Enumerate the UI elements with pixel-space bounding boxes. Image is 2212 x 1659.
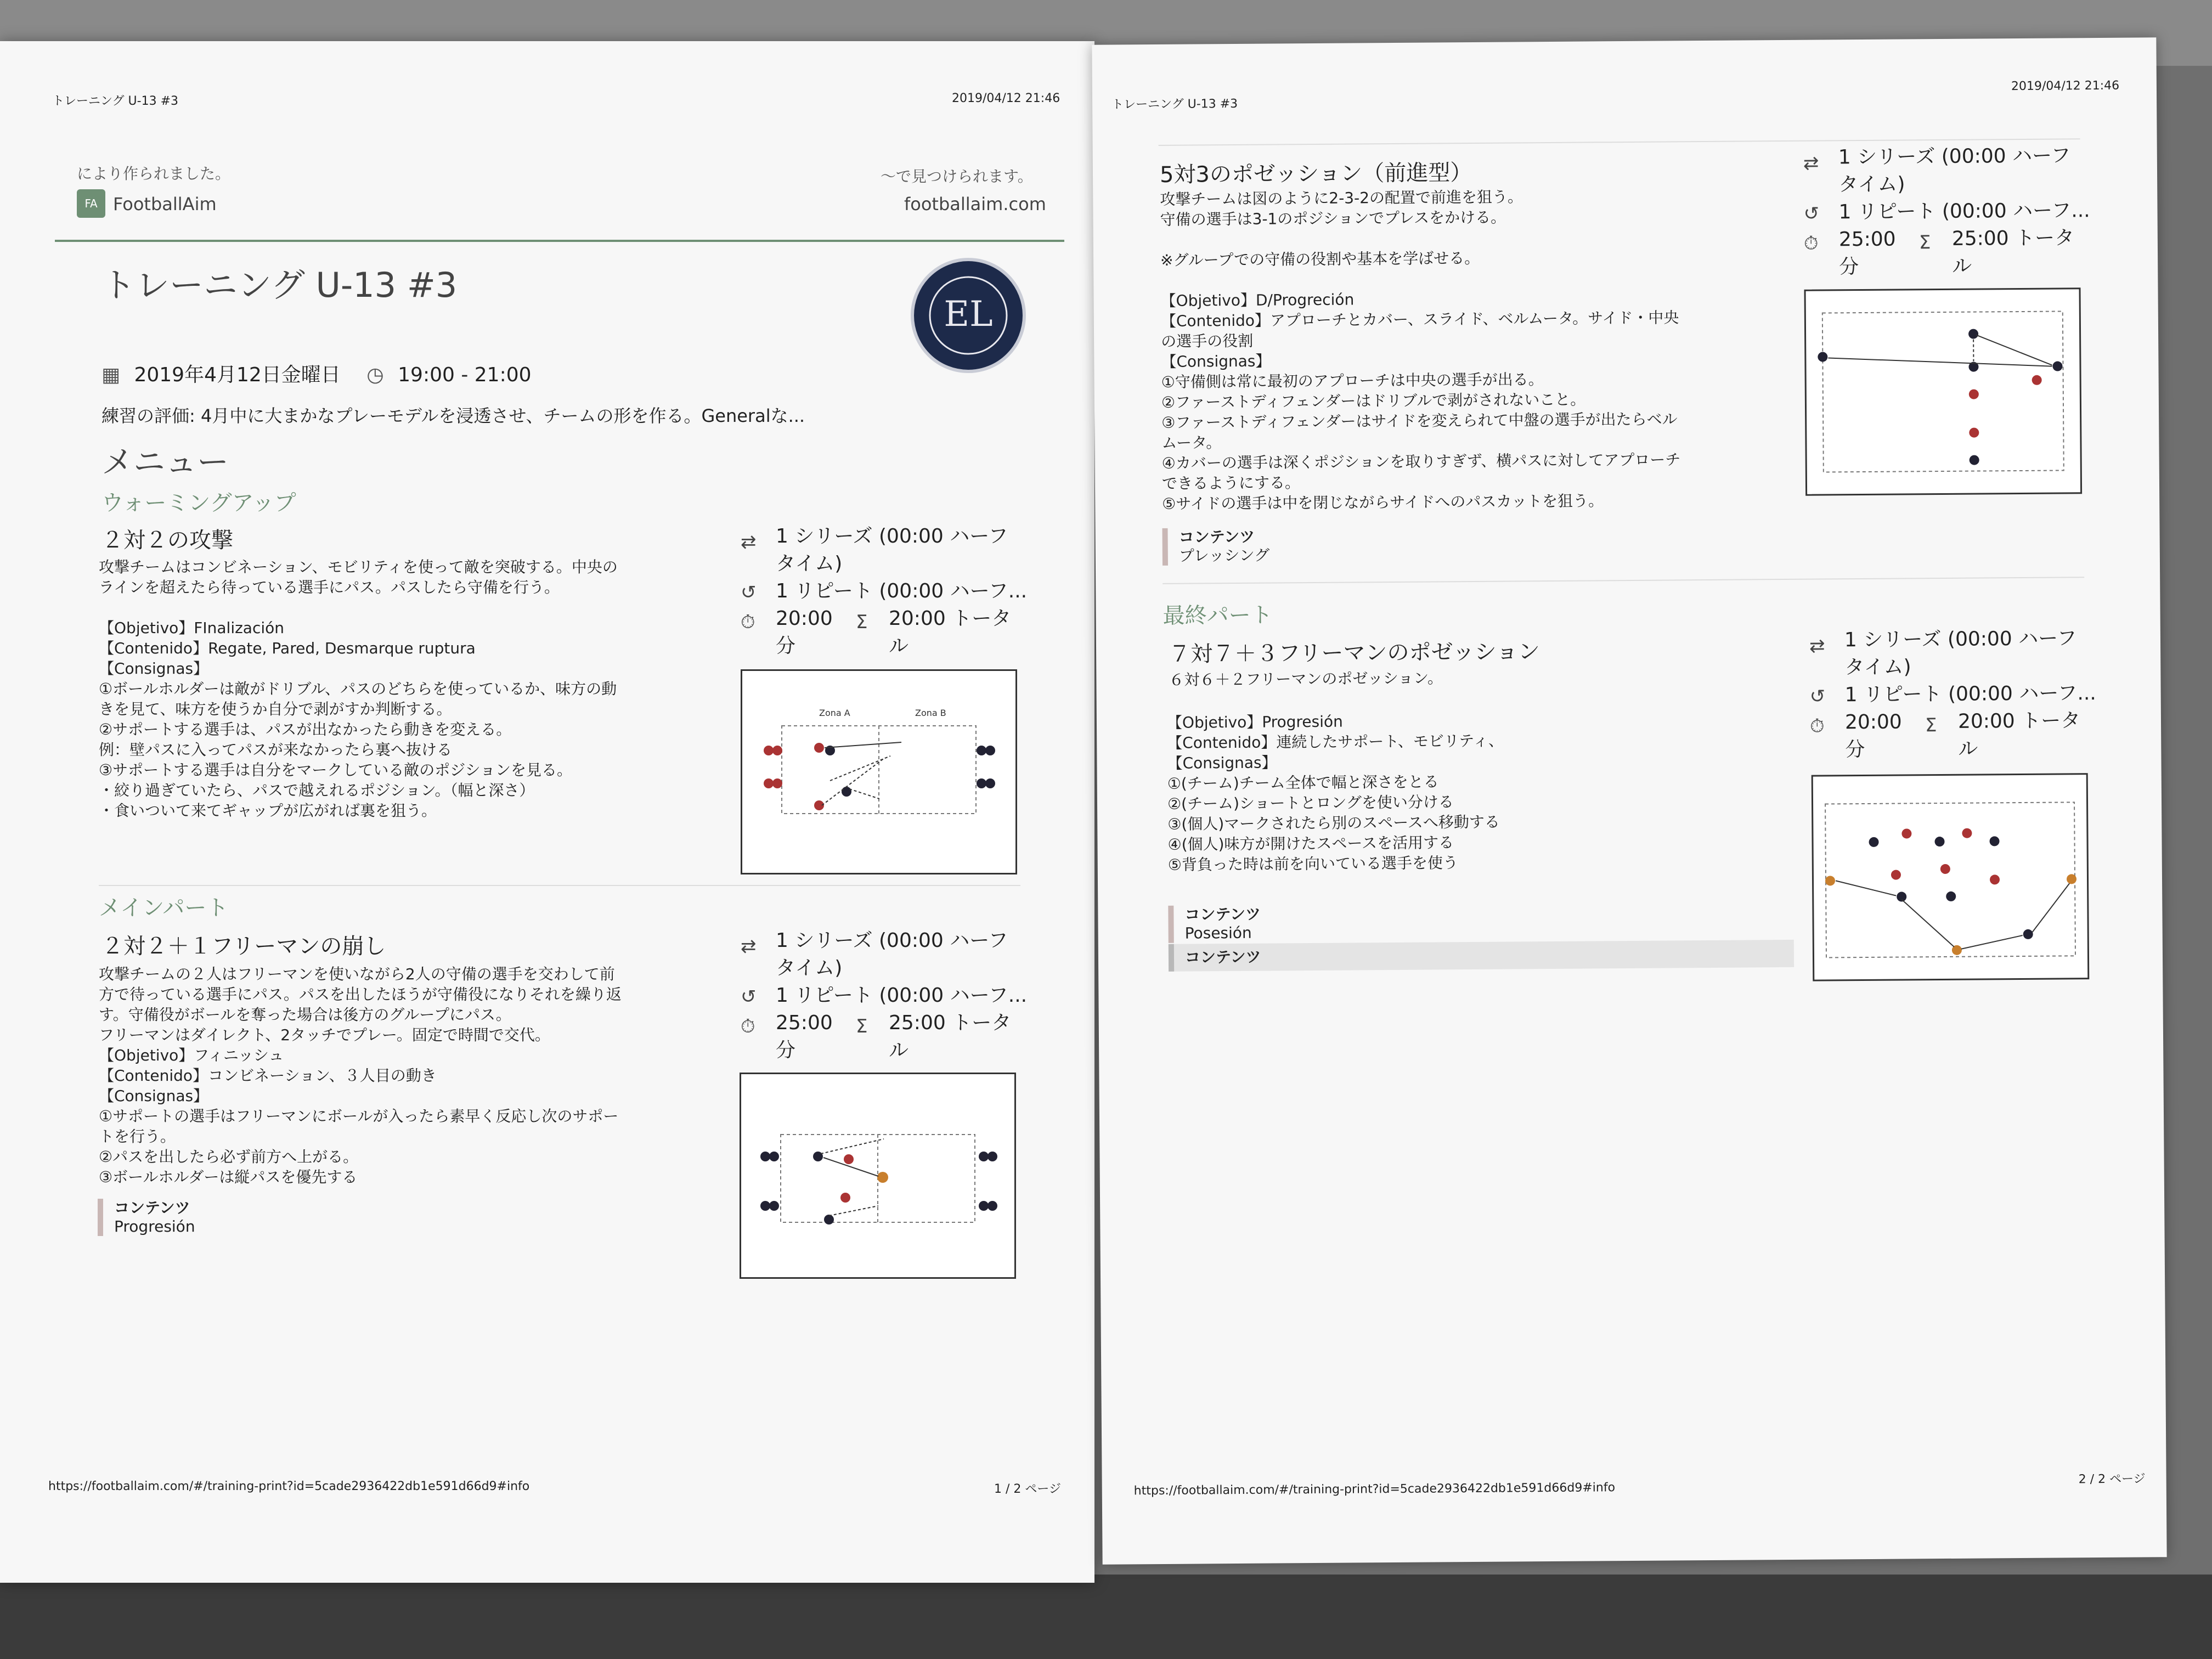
- footer-page-number: 2 / 2 ページ: [2078, 1472, 2146, 1487]
- drill-contents-3: [1163, 528, 1270, 566]
- drill-subtitle-4: ６対６＋２フリーマンのポゼッション。: [1169, 669, 1443, 689]
- timer-icon: ⏱: [1803, 232, 1819, 255]
- background-bottom: [0, 1575, 2212, 1659]
- club-crest-logo: [911, 258, 1026, 373]
- footballaim-logo-icon: FA: [77, 189, 105, 218]
- sigma-icon: Σ: [856, 611, 868, 633]
- drill-meta-1: [741, 523, 1026, 665]
- rotate-icon: ↺: [741, 582, 757, 603]
- page-header-datetime: 2019/04/12 21:46: [952, 92, 1060, 105]
- drill-total-1: 20:00 トータ ル: [889, 607, 1012, 657]
- contents-value: プレッシング: [1178, 546, 1270, 565]
- drill-contents-4: [1168, 901, 1799, 943]
- found-at-label: ～で見つけられます。: [881, 167, 1033, 185]
- drill-title-1: ２対２の攻撃: [101, 528, 233, 553]
- drill-repeat-1: 1 リピート (00:00 ハーフ...: [776, 580, 1028, 602]
- sigma-icon: Σ: [856, 1015, 868, 1037]
- contents-value: Posesión: [1184, 923, 1252, 943]
- drill-total-3: 25:00 トータ ル: [1951, 227, 2075, 278]
- drill-body-2: 攻撃チームの２人はフリーマンを使いながら2人の守備の選手を交わして前 方で待っている選手にパス。パスを出したほうが守備役になりそれを繰り返 す。守備役がボールを奪った場合は後方のグループにパス。 フリーマンはダイレクト、2タッチでプレー。固定で時間で交代。 【Objetivo】フィニッシュ 【Contenido】コンビネーション、３人目の動き 【Consignas】 ①サポートの選手はフリーマンにボールが入ったら素早く反応し次のサポー トを行う。 ②パスを出したら必ず前方へ上がる。 ③ボールホルダーは縦パスを優先する: [99, 965, 622, 1186]
- divider-1: [99, 885, 1020, 886]
- drill-repeat-2: 1 リピート (00:00 ハーフ...: [776, 984, 1028, 1007]
- page-header-datetime: 2019/04/12 21:46: [2011, 78, 2120, 94]
- drill-title-2: ２対２＋１フリーマンの崩し: [101, 934, 386, 959]
- menu-heading: メニュー: [101, 443, 229, 481]
- page-header-title: トレーニング U-13 #3: [52, 94, 179, 108]
- sigma-icon: Σ: [1925, 714, 1937, 737]
- drill-series-4: 1 シリーズ (00:00 ハーフ タイム): [1844, 627, 2077, 679]
- divider-2: [1163, 577, 2084, 584]
- drill-total-4: 20:00 トータ ル: [1957, 709, 2081, 760]
- footer-page-number: 1 / 2 ページ: [994, 1482, 1061, 1496]
- training-date: 2019年4月12日金曜日: [134, 364, 341, 386]
- repeat-series-icon: ⇄: [741, 531, 757, 553]
- drill-meta-3: [1803, 142, 2090, 287]
- svg-text:EL: EL: [944, 294, 993, 335]
- zone-b-label: Zona B: [915, 708, 946, 718]
- drill-diagram-4: [1812, 773, 2090, 981]
- training-evaluation: 練習の評価: 4月中に大まかなプレーモデルを浸透させ、チームの形を作る。Generalな...: [101, 405, 805, 426]
- printed-page-2: [1092, 37, 2166, 1564]
- section-warmup: ウォーミングアップ: [101, 490, 296, 516]
- training-time: 19:00 - 21:00: [398, 364, 532, 386]
- drill-body-3: 攻撃チームは図のように2-3-2の配置で前進を狙う。 守備の選手は3-1のポジションでプレスをかける。 ※グループでの守備の役割や基本を学ばせる。 【Objetivo】D/Progreción 【Contenido】アプローチとカバー、スライド、ベルムータ。サイド・中央 の選手の役割 【Consignas】 ①守備側は常に最初のアプローチは中央の選手が出る。 ②ファーストディフェンダーはドリブルで剥がされないこと。 ③ファーストディフェンダーはサイドを変えられて中盤の選手が出たらベル ムータ。 ④カバーの選手は深くポジションを取りすぎず、横パスに対してアプローチ できるようにする。 ⑤サイドの選手は中を閉じながらサイドへのパスカットを狙う。: [1160, 188, 1681, 513]
- drill-time-4: 20:00 分: [1844, 710, 1902, 761]
- timer-icon: ⏱: [741, 1015, 755, 1037]
- contents-label: コンテンツ: [1184, 905, 1261, 924]
- drill-time-2: 25:00 分: [776, 1012, 833, 1062]
- page-header-title: トレーニング U-13 #3: [1111, 97, 1238, 112]
- section-final: 最終パート: [1163, 602, 1273, 629]
- rotate-icon: ↺: [1809, 685, 1826, 708]
- drill-series-3: 1 シリーズ (00:00 ハーフ タイム): [1838, 144, 2071, 196]
- date-row: [101, 359, 532, 387]
- drill-meta-4: [1809, 625, 2096, 770]
- contents-value: Progresión: [114, 1217, 195, 1235]
- drill-repeat-3: 1 リピート (00:00 ハーフ...: [1838, 199, 2090, 224]
- contents-label: コンテンツ: [1178, 527, 1255, 546]
- drill-contents-2: [98, 1199, 195, 1236]
- drill-body-1: 攻撃チームはコンビネーション、モビリティを使って敵を突破する。中央の ラインを超えたら待っている選手にパス。パスしたら守備を行う。 【Objetivo】FInalización 【Contenido】Regate, Pared, Desmarque ruptura 【Consignas】 ①ボールホルダーは敵がドリブル、パスのどちらを使っているか、味方の動 きを見て、味方を使うか自分で剥がすか判断する。 ②サポートする選手は、パスが出なかったら動きを変える。 例：壁パスに入ってパスが来なかったら裏へ抜ける ③サポートする選手は自分をマークしている敵のポジションを見る。 ・絞り過ぎていたら、パスで越えれるポジション。（幅と深さ） ・食いついて来てギャップが広がれば裏を狙う。: [99, 558, 618, 820]
- sigma-icon: Σ: [1918, 232, 1931, 254]
- page-title: トレーニング U-13 #3: [101, 265, 458, 305]
- drill-meta-2: [741, 927, 1026, 1070]
- calendar-icon: ▦: [101, 364, 121, 386]
- drill-total-2: 25:00 トータ ル: [889, 1012, 1012, 1062]
- drill-time-1: 20:00 分: [776, 607, 833, 657]
- printed-page-1: [0, 41, 1094, 1583]
- drill-repeat-4: 1 リピート (00:00 ハーフ...: [1844, 682, 2096, 707]
- rotate-icon: ↺: [741, 986, 757, 1008]
- contents-label: コンテンツ: [114, 1199, 190, 1217]
- header-divider: [55, 240, 1064, 242]
- brand-name: FootballAim: [113, 194, 217, 215]
- section-main: メインパート: [99, 895, 229, 921]
- drill-time-3: 25:00 分: [1838, 228, 1896, 279]
- repeat-series-icon: ⇄: [1809, 635, 1825, 657]
- drill-diagram-1: [741, 669, 1017, 874]
- timer-icon: ⏱: [1809, 715, 1825, 737]
- timer-icon: ⏱: [741, 611, 755, 633]
- site-link[interactable]: footballaim.com: [904, 194, 1046, 215]
- clock-icon: ◷: [366, 364, 384, 386]
- drill-diagram-3: [1804, 287, 2082, 496]
- repeat-series-icon: ⇄: [741, 935, 757, 957]
- drill-series-1: 1 シリーズ (00:00 ハーフ タイム): [776, 525, 1008, 575]
- created-by-label: により作られました。: [77, 165, 231, 183]
- rotate-icon: ↺: [1803, 202, 1820, 225]
- drill-series-2: 1 シリーズ (00:00 ハーフ タイム): [776, 929, 1008, 979]
- drill-body-4: 【Objetivo】Progresión 【Contenido】連続したサポート、モビリティ、 【Consignas】 ①(チーム)チーム全体で幅と深さをとる ②(チーム)ショートとロングを使い分ける ③(個人)マークされたら別のスペースへ移動する ④(個人)味方が開けたスペースを活用する ⑤背負った時は前を向いている選手を使う: [1166, 712, 1504, 874]
- drill-title-4: ７対７＋３フリーマンのポゼッション: [1168, 639, 1541, 667]
- drill-diagram-2: [740, 1073, 1016, 1279]
- drill-title-3: 5対3のポゼッション（前進型）: [1159, 160, 1472, 188]
- footer-url[interactable]: https://footballaim.com/#/training-print?id=5cade2936422db1e591d66d9#info: [1133, 1481, 1616, 1498]
- footer-url[interactable]: https://footballaim.com/#/training-print?id=5cade2936422db1e591d66d9#info: [48, 1480, 530, 1493]
- zone-a-label: Zona A: [819, 708, 850, 718]
- drill-contents-4b: コンテンツ: [1169, 940, 1794, 972]
- repeat-series-icon: ⇄: [1803, 152, 1819, 174]
